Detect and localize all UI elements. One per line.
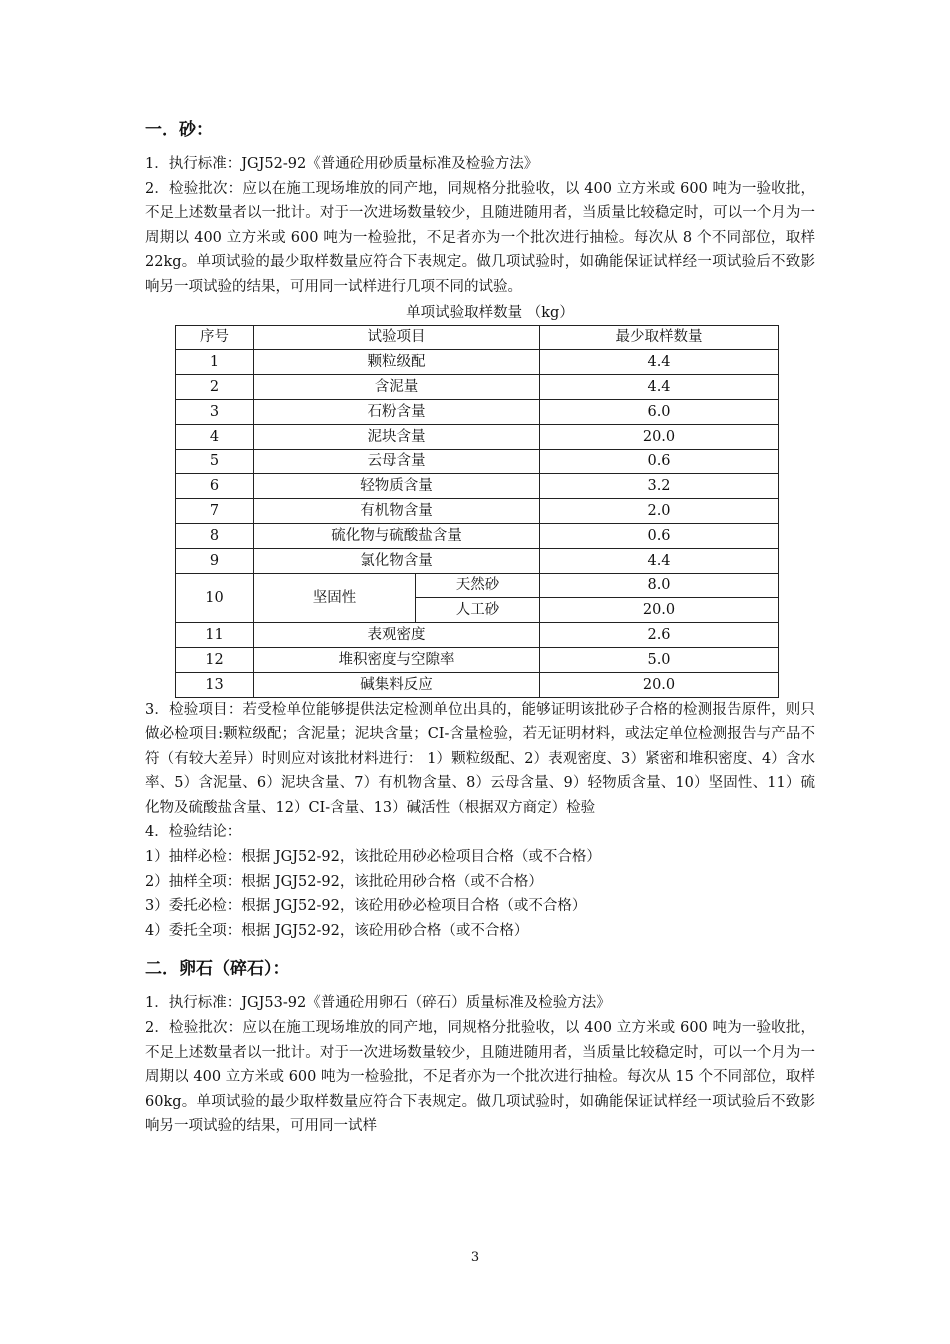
- table-header-row: [176, 325, 779, 350]
- cell-qty: 6.0: [540, 399, 779, 424]
- paragraph: 2．检验批次：应以在施工现场堆放的同产地，同规格分批验收，以 400 立方米或 600 吨为一验收批，不足上述数量者以一批计。对于一次进场数量较少，且随进随用者，当质量比较稳定时，可以一个月为一周期以 400 立方米或 600 吨为一检验批，不足者亦为一个批次进行抽检。每次从 15 个不同部位，取样 60kg。单项试验的最少取样数量应符合下表规定。做几项试验时，如确能保证试样经一项试验后不致影响另一项试验的结果，可用同一试样: [145, 1020, 815, 1135]
- cell-item: 堆积密度与空隙率: [254, 647, 540, 672]
- cell-no: 13: [176, 672, 254, 697]
- cell-item: 颗粒级配: [254, 350, 540, 375]
- section-title-sand: 一．砂：: [145, 120, 213, 140]
- cell-no: 3: [176, 399, 254, 424]
- cell-qty: 20.0: [540, 672, 779, 697]
- cell-no: 9: [176, 548, 254, 573]
- table-row: [176, 424, 779, 449]
- cell-no: 6: [176, 474, 254, 499]
- table-row: [176, 499, 779, 524]
- paragraph: 4．检验结论：: [145, 824, 242, 841]
- table-row: [176, 672, 779, 697]
- conclusion-line: 4）委托全项：根据 JGJ52-92，该砼用砂合格（或不合格）: [145, 922, 529, 939]
- paragraph: 1．执行标准：JGJ52-92《普通砼用砂质量标准及检验方法》: [145, 156, 539, 172]
- table-row: [176, 449, 779, 474]
- table-row: [176, 375, 779, 400]
- cell-no: 11: [176, 623, 254, 648]
- cell-qty: 0.6: [540, 449, 779, 474]
- cell-qty: 4.4: [540, 350, 779, 375]
- table-row: [176, 474, 779, 499]
- cell-no: 7: [176, 499, 254, 524]
- cell-item: 含泥量: [254, 375, 540, 400]
- cell-qty: 20.0: [540, 598, 779, 623]
- cell-item: 硫化物与硫酸盐含量: [254, 523, 540, 548]
- header-qty: 最少取样数量: [540, 325, 779, 350]
- cell-item: 碱集料反应: [254, 672, 540, 697]
- table-row: [176, 623, 779, 648]
- document-page: [145, 118, 815, 1139]
- cell-qty: 20.0: [540, 424, 779, 449]
- cell-no: 1: [176, 350, 254, 375]
- paragraph: 2．检验批次：应以在施工现场堆放的同产地，同规格分批验收，以 400 立方米或 600 吨为一验收批，不足上述数量者以一批计。对于一次进场数量较少，且随进随用者，当质量比较稳定时，可以一个月为一周期以 400 立方米或 600 吨为一检验批，不足者亦为一个批次进行抽检。每次从 8 个不同部位，取样 22kg。单项试验的最少取样数量应符合下表规定。做几项试验时，如确能保证试样经一项试验后不致影响另一项试验的结果，可用同一试样进行几项不同的试验。: [145, 180, 815, 295]
- cell-no: 8: [176, 523, 254, 548]
- cell-qty: 8.0: [540, 573, 779, 598]
- table-row: [176, 523, 779, 548]
- table-row: [176, 399, 779, 424]
- cell-item: 云母含量: [254, 449, 540, 474]
- cell-item: 泥块含量: [254, 424, 540, 449]
- conclusion-line: 1）抽样必检：根据 JGJ52-92，该批砼用砂必检项目合格（或不合格）: [145, 849, 601, 866]
- cell-qty: 4.4: [540, 375, 779, 400]
- table-caption: 单项试验取样数量 （kg）: [406, 304, 574, 321]
- cell-qty: 2.6: [540, 623, 779, 648]
- table-row: [176, 350, 779, 375]
- paragraph: 3．检验项目：若受检单位能够提供法定检测单位出具的，能够证明该批砂子合格的检测报告原件，则只做必检项目:颗粒级配；含泥量；泥块含量；CI-含量检验，若无证明材料，或法定单位检测报告与产品不符（有较大差异）时则应对该批材料进行： 1）颗粒级配、2）表观密度、3）紧密和堆积密度、4）含水率、5）含泥量、6）泥块含量、7）有机物含量、8）云母含量、9）轻物质含量、10）坚固性、11）硫化物及硫酸盐含量、12）CI-含量、13）碱活性（根据双方商定）检验: [145, 701, 815, 816]
- table-row: [176, 548, 779, 573]
- cell-subitem: 人工砂: [416, 598, 540, 623]
- cell-no: 2: [176, 375, 254, 400]
- cell-item: 表观密度: [254, 623, 540, 648]
- cell-subitem: 天然砂: [416, 573, 540, 598]
- cell-qty: 4.4: [540, 548, 779, 573]
- header-item: 试验项目: [254, 325, 540, 350]
- cell-qty: 2.0: [540, 499, 779, 524]
- conclusion-line: 2）抽样全项：根据 JGJ52-92，该批砼用砂合格（或不合格）: [145, 873, 543, 890]
- cell-no: 12: [176, 647, 254, 672]
- header-no: 序号: [176, 325, 254, 350]
- cell-item: 轻物质含量: [254, 474, 540, 499]
- sampling-table: [175, 325, 779, 698]
- cell-item: 氯化物含量: [254, 548, 540, 573]
- conclusion-line: 3）委托必检：根据 JGJ52-92，该砼用砂必检项目合格（或不合格）: [145, 898, 587, 915]
- table-row-split: [176, 573, 779, 598]
- section-title-gravel: 二．卵石（碎石）：: [145, 959, 290, 980]
- cell-qty: 3.2: [540, 474, 779, 499]
- cell-qty: 0.6: [540, 523, 779, 548]
- cell-no: 4: [176, 424, 254, 449]
- cell-no: 5: [176, 449, 254, 474]
- paragraph: 1．执行标准：JGJ53-92《普通砼用卵石（碎石）质量标准及检验方法》: [145, 995, 611, 1012]
- cell-qty: 5.0: [540, 647, 779, 672]
- cell-item: 石粉含量: [254, 399, 540, 424]
- cell-no: 10: [176, 573, 254, 623]
- table-row: [176, 647, 779, 672]
- cell-item: 坚固性: [254, 573, 416, 623]
- page-number: 3: [470, 1250, 480, 1265]
- cell-item: 有机物含量: [254, 499, 540, 524]
